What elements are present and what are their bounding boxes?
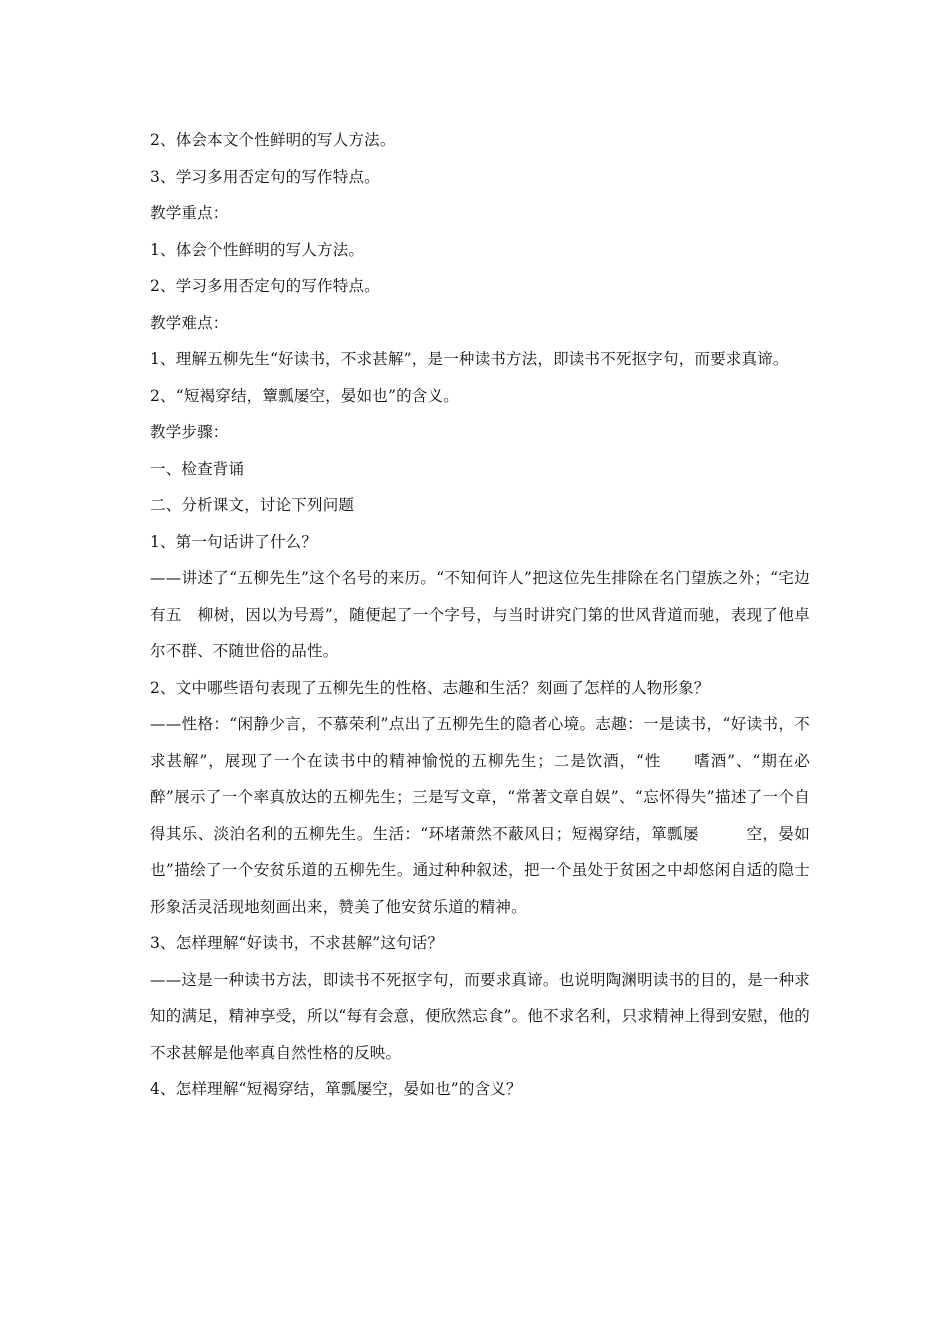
key-points-heading: 教学重点： [150,204,229,222]
question-1: 1、第一句话讲了什么？ [150,532,318,551]
answer-2: ——性格：“闲静少言，不慕荣利”点出了五柳先生的隐者心境。志趣：一是读书，“好读书，不求甚解”，展现了一个在读书中的精神愉悦的五柳先生；二是饮酒，“性 嗜酒”、“期在必醉”展示了一个率真放达的五柳先生；三是写文章，“常著文章自娱”、“忘怀得失”描述了一个自得其乐、淡泊名利的五柳先生。生活：“环堵萧然不蔽风日；短褐穿结，箪瓢屡 空，晏如也”描绘了一个安贫乐道的五柳先生。通过种种叙述，把一个虽处于贫困之中却悠闲自适的隐士形象活灵活现地刻画出来，赞美了他安贫乐道的精神。 [150,715,810,916]
document-body [145,122,810,1108]
question-2: 2、文中哪些语句表现了五柳先生的性格、志趣和生活？刻画了怎样的人物形象？ [150,678,710,697]
key-point-2: 2、学习多用否定句的写作特点。 [150,277,380,295]
question-4: 4、怎样理解“短褐穿结，箪瓢屡空，晏如也”的含义？ [150,1080,522,1098]
step-2: 二、分析课文，讨论下列问题 [150,496,355,514]
objective-2: 2、体会本文个性鲜明的写人方法。 [150,131,396,149]
objective-3: 3、学习多用否定句的写作特点。 [150,167,380,186]
difficulties-heading: 教学难点： [150,313,229,332]
step-1: 一、检查背诵 [150,459,245,478]
question-3: 3、怎样理解“好读书，不求甚解”这句话？ [150,934,444,952]
steps-heading: 教学步骤： [150,423,229,441]
answer-3: ——这是一种读书方法，即读书不死抠字句，而要求真谛。也说明陶渊明读书的目的，是一种求知的满足，精神享受，所以“每有会意，便欣然忘食”。他不求名利，只求精神上得到安慰，他的不求甚解是他率真自然性格的反映。 [150,970,810,1062]
key-point-1: 1、体会个性鲜明的写人方法。 [150,240,365,259]
answer-1: ——讲述了“五柳先生”这个名号的来历。“不知何许人”把这位先生排除在名门望族之外；“宅边有五 柳树，因以为号焉”，随便起了一个字号，与当时讲究门第的世风背道而驰，表现了他卓尔不群、不随世俗的品性。 [150,569,810,660]
difficulty-2: 2、“短褐穿结，簟瓢屡空，晏如也”的含义。 [150,386,459,405]
difficulty-1: 1、理解五柳先生“好读书，不求甚解”，是一种读书方法，即读书不死抠字句，而要求真谛。 [150,350,789,368]
